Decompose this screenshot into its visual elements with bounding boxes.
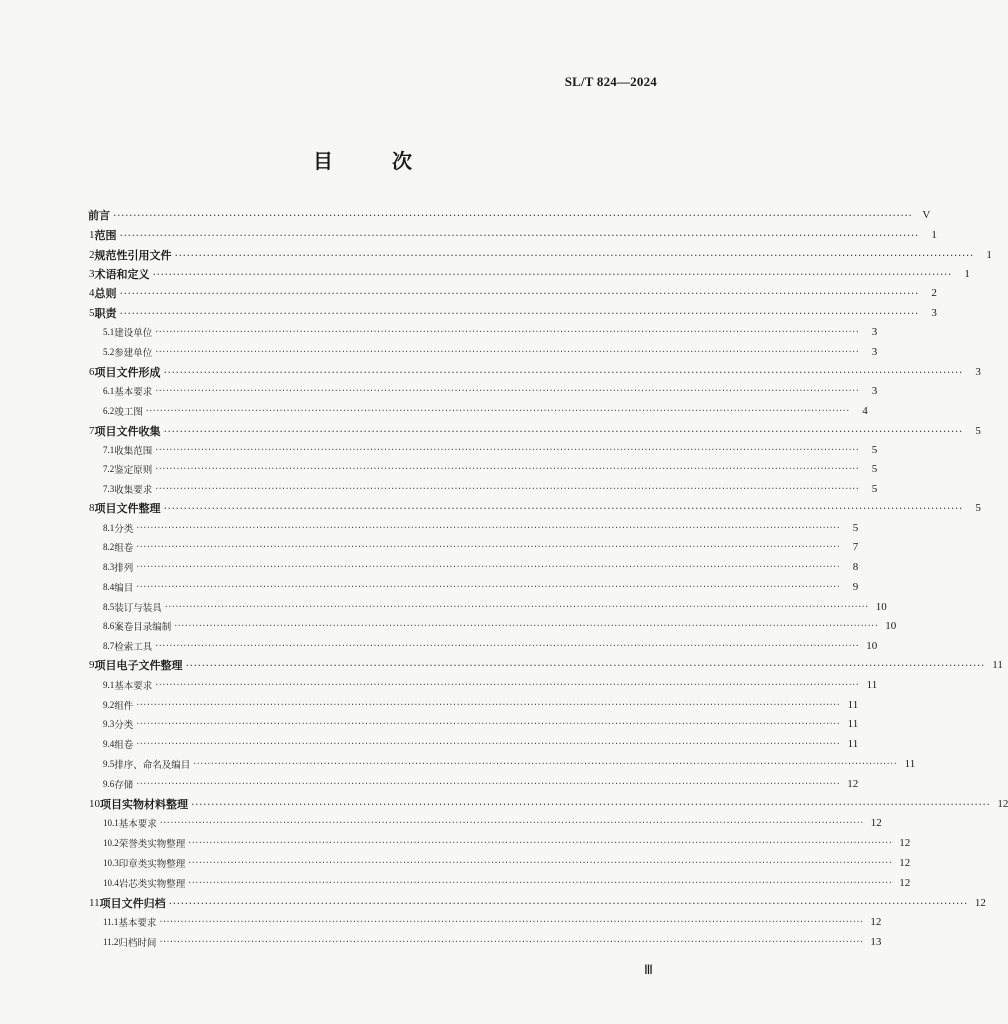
toc-entry-number: 9.4	[103, 739, 115, 749]
dot-leader: ········································································································································································································	[188, 877, 893, 889]
toc-entry-label: 存储	[114, 780, 134, 791]
toc-entry[interactable]	[0, 283, 937, 303]
toc-entry-number: 1	[89, 229, 95, 241]
toc-entry[interactable]	[0, 912, 882, 932]
toc-entry-page-number: 1	[986, 249, 992, 261]
toc-entry-page-number: 3	[871, 346, 878, 358]
toc-entry[interactable]	[0, 225, 937, 245]
dot-leader: ········································································································································································································	[155, 679, 860, 691]
dot-leader: ········································································································································································································	[193, 758, 898, 770]
toc-entry-page-number: 12	[870, 817, 882, 829]
dot-leader: ········································································································································································································	[136, 541, 841, 553]
toc-entry[interactable]	[0, 714, 859, 734]
dot-leader: ········································································································································································································	[163, 501, 963, 515]
toc-entry-number: 8.7	[103, 641, 115, 651]
toc-entry[interactable]	[0, 774, 859, 794]
toc-entry[interactable]	[0, 794, 1008, 814]
dot-leader: ········································································································································································································	[188, 837, 893, 849]
toc-entry-number: 2	[89, 249, 95, 261]
toc-entry-number: 8.6	[103, 621, 115, 631]
toc-entry-number: 9	[89, 659, 95, 671]
toc-entry-number: 8	[89, 502, 95, 514]
dot-leader: ········································································································································································································	[188, 857, 893, 869]
toc-entry-page-number: 1	[964, 268, 970, 280]
toc-entry-page-number: V	[922, 209, 931, 221]
toc-entry-page-number: 2	[931, 287, 937, 299]
toc-entry[interactable]	[0, 893, 986, 913]
toc-entry[interactable]	[0, 518, 859, 538]
toc-entry-page-number: 12	[899, 877, 911, 889]
dot-leader: ········································································································································································································	[155, 463, 860, 475]
toc-entry-label: 参建单位	[114, 348, 153, 359]
dot-leader: ········································································································································································································	[119, 286, 919, 300]
toc-entry[interactable]	[0, 655, 1003, 675]
toc-entry-label: 基本要求	[114, 387, 153, 398]
toc-entry-page-number: 3	[931, 307, 937, 319]
dot-leader: ········································································································································································································	[155, 385, 860, 397]
toc-entry-label: 印章类实物整理	[118, 859, 186, 870]
dot-leader: ········································································································································································································	[185, 658, 985, 672]
toc-entry-number: 11.1	[103, 917, 119, 927]
toc-entry-number: 8.2	[103, 542, 115, 552]
toc-entry-number: 10.2	[103, 838, 119, 848]
dot-leader: ········································································································································································································	[136, 581, 841, 593]
toc-entry-number: 7.2	[103, 464, 115, 474]
toc-entry-label: 范围	[94, 229, 117, 242]
toc-entry[interactable]	[0, 675, 878, 695]
toc-entry-page-number: 5	[871, 463, 878, 475]
toc-entry[interactable]	[0, 479, 878, 499]
toc-entry-label: 职责	[94, 307, 117, 320]
toc-entry-label: 分类	[114, 720, 134, 731]
toc-entry[interactable]	[0, 205, 931, 225]
toc-entry[interactable]	[0, 322, 878, 342]
toc-entry-page-number: 3	[871, 385, 878, 397]
dot-leader: ········································································································································································································	[119, 228, 919, 242]
toc-entry-page-number: 11	[847, 718, 859, 730]
toc-entry-label: 术语和定义	[94, 268, 150, 281]
dot-leader: ········································································································································································································	[159, 817, 864, 829]
toc-entry-label: 组卷	[114, 543, 134, 554]
toc-entry-number: 9.2	[103, 700, 115, 710]
toc-entry-label: 排序、命名及编目	[114, 760, 191, 771]
toc-entry-page-number: 5	[871, 444, 878, 456]
toc-entry-number: 10.3	[103, 858, 119, 868]
toc-entry-number: 6	[89, 366, 95, 378]
toc-entry-label: 装订与装具	[114, 603, 162, 614]
dot-leader: ········································································································································································································	[155, 483, 860, 495]
toc-entry-label: 排列	[114, 563, 134, 574]
toc-entry-number: 9.6	[103, 779, 115, 789]
standard-code: SL/T 824—2024	[564, 74, 657, 89]
toc-entry[interactable]	[0, 616, 897, 636]
toc-entry[interactable]	[0, 498, 981, 518]
toc-entry-label: 项目实物材料整理	[100, 798, 188, 811]
toc-entry-page-number: 12	[899, 857, 911, 869]
toc-entry-page-number: 10	[866, 640, 878, 652]
toc-entry-number: 4	[89, 287, 95, 299]
dot-leader: ········································································································································································································	[136, 522, 841, 534]
toc-entry-label: 建设单位	[114, 328, 153, 339]
toc-entry-page-number: 13	[870, 936, 882, 948]
toc-entry-label: 基本要求	[114, 681, 153, 692]
toc-entry[interactable]	[0, 833, 911, 853]
toc-entry-label: 项目文件收集	[94, 425, 161, 438]
toc-entry-page-number: 12	[997, 798, 1008, 810]
toc-entry-number: 10	[89, 798, 100, 810]
toc-entry-number: 6.2	[103, 406, 115, 416]
toc-entry-page-number: 5	[852, 522, 859, 534]
toc-entry[interactable]	[0, 813, 882, 833]
dot-leader: ········································································································································································································	[113, 208, 913, 222]
toc-entry-number: 9.1	[103, 680, 115, 690]
toc-entry[interactable]	[0, 734, 859, 754]
dot-leader: ········································································································································································································	[174, 620, 879, 632]
dot-leader: ········································································································································································································	[163, 424, 963, 438]
dot-leader: ········································································································································································································	[163, 365, 963, 379]
toc-entry-label: 荣誉类实物整理	[118, 839, 186, 850]
dot-leader: ········································································································································································································	[136, 561, 841, 573]
toc-entry-page-number: 3	[975, 366, 981, 378]
toc-entry-page-number: 8	[852, 561, 859, 573]
dot-leader: ········································································································································································································	[164, 601, 869, 613]
dot-leader: ········································································································································································································	[145, 405, 850, 417]
toc-entry-number: 3	[89, 268, 95, 280]
toc-entry-page-number: 9	[852, 581, 859, 593]
dot-leader: ········································································································································································································	[136, 718, 841, 730]
toc-entry[interactable]	[0, 853, 911, 873]
toc-entry[interactable]	[0, 362, 981, 382]
toc-entry-number: 7.3	[103, 484, 115, 494]
dot-leader: ········································································································································································································	[168, 896, 968, 910]
dot-leader: ········································································································································································································	[159, 916, 864, 928]
dot-leader: ········································································································································································································	[174, 248, 974, 262]
toc-entry-number: 7	[89, 425, 95, 437]
toc-entry-label: 收集范围	[114, 446, 153, 457]
toc-entry-label: 总则	[94, 287, 117, 300]
toc-entry-label: 检索工具	[114, 642, 153, 653]
toc-entry[interactable]	[0, 440, 878, 460]
toc-entry-page-number: 5	[975, 425, 981, 437]
toc-entry[interactable]	[0, 381, 878, 401]
toc-entry-label: 规范性引用文件	[94, 249, 172, 262]
toc-entry-number: 9.5	[103, 759, 115, 769]
page-title: 目 次	[313, 149, 438, 173]
page-number: Ⅲ	[644, 962, 653, 977]
dot-leader: ········································································································································································································	[191, 797, 991, 811]
toc-entry[interactable]	[0, 754, 916, 774]
toc-entry-page-number: 12	[974, 897, 986, 909]
toc-entry-label: 组件	[114, 701, 134, 712]
toc-entry-label: 项目文件归档	[99, 897, 166, 910]
dot-leader: ········································································································································································································	[119, 306, 919, 320]
toc-entry[interactable]	[0, 577, 859, 597]
toc-entry-label: 组卷	[114, 740, 134, 751]
toc-entry-label: 收集要求	[114, 485, 153, 496]
dot-leader: ········································································································································································································	[152, 267, 952, 281]
toc-entry[interactable]	[0, 342, 878, 362]
toc-entry[interactable]	[0, 303, 937, 323]
toc-entry-number: 5.1	[103, 327, 115, 337]
toc-entry-number: 8.3	[103, 562, 115, 572]
toc-entry-label: 分类	[114, 524, 134, 535]
dot-leader: ········································································································································································································	[155, 444, 860, 456]
toc-entry-page-number: 10	[885, 620, 897, 632]
toc-entry-page-number: 12	[870, 916, 882, 928]
toc-entry[interactable]	[0, 264, 970, 284]
toc-entry[interactable]	[0, 537, 859, 557]
toc-entry-page-number: 3	[871, 326, 878, 338]
toc-entry-page-number: 5	[871, 483, 878, 495]
toc-entry-page-number: 1	[931, 229, 937, 241]
toc-entry[interactable]	[0, 557, 859, 577]
toc-entry-number: 8.1	[103, 523, 115, 533]
toc-entry-label: 鉴定原则	[114, 465, 153, 476]
dot-leader: ········································································································································································································	[155, 326, 860, 338]
toc-entry[interactable]	[0, 597, 887, 617]
dot-leader: ········································································································································································································	[136, 699, 841, 711]
toc-entry-number: 11	[89, 897, 100, 909]
toc-entry-number: 10.1	[103, 818, 119, 828]
dot-leader: ········································································································································································································	[159, 936, 864, 948]
toc-entry-label: 项目电子文件整理	[94, 659, 183, 672]
toc-entry-page-number: 12	[899, 837, 911, 849]
toc-entry-label: 基本要求	[118, 819, 157, 830]
toc-entry-number: 7.1	[103, 445, 115, 455]
toc-entry-number: 6.1	[103, 386, 115, 396]
toc-entry[interactable]	[0, 459, 878, 479]
toc-entry-page-number: 11	[904, 758, 916, 770]
toc-entry-label: 归档时间	[118, 938, 157, 949]
toc-entry-label: 基本要求	[118, 918, 157, 929]
toc-entry-number: 8.4	[103, 582, 115, 592]
toc-entry-page-number: 5	[975, 502, 981, 514]
toc-entry-label: 案卷目录编制	[114, 622, 172, 633]
toc-entry-label: 项目文件整理	[94, 502, 161, 515]
toc-entry[interactable]	[0, 401, 868, 421]
toc-entry[interactable]	[0, 636, 878, 656]
toc-entry-number: 9.3	[103, 719, 115, 729]
toc-entry-label: 前言	[88, 209, 110, 222]
dot-leader: ········································································································································································································	[136, 738, 841, 750]
toc-entry-label: 编目	[114, 583, 134, 594]
toc-entry-page-number: 11	[866, 679, 878, 691]
toc-entry[interactable]	[0, 873, 911, 893]
toc-entry-page-number: 12	[847, 778, 859, 790]
toc-entry-number: 8.5	[103, 602, 115, 612]
toc-entry-label: 项目文件形成	[94, 366, 161, 379]
toc-entry-label: 岩芯类实物整理	[118, 879, 186, 890]
dot-leader: ········································································································································································································	[136, 778, 841, 790]
dot-leader: ········································································································································································································	[155, 346, 860, 358]
toc-entry-label: 竣工图	[114, 407, 143, 418]
toc-entry[interactable]	[0, 421, 981, 441]
toc-entry-number: 10.4	[103, 878, 119, 888]
toc-entry-page-number: 11	[847, 699, 859, 711]
toc-entry-page-number: 11	[847, 738, 859, 750]
toc-entry-number: 5	[89, 307, 95, 319]
toc-entry-number: 5.2	[103, 347, 115, 357]
toc-entry[interactable]	[0, 932, 882, 952]
toc-entry-number: 11.2	[103, 937, 119, 947]
toc-entry[interactable]	[0, 695, 859, 715]
toc-entry[interactable]	[0, 245, 992, 265]
toc-entry-page-number: 10	[875, 601, 887, 613]
dot-leader: ········································································································································································································	[155, 640, 860, 652]
toc-entry-page-number: 4	[862, 405, 868, 417]
toc-entry-page-number: 7	[852, 541, 859, 553]
toc-entry-page-number: 11	[992, 659, 1003, 671]
